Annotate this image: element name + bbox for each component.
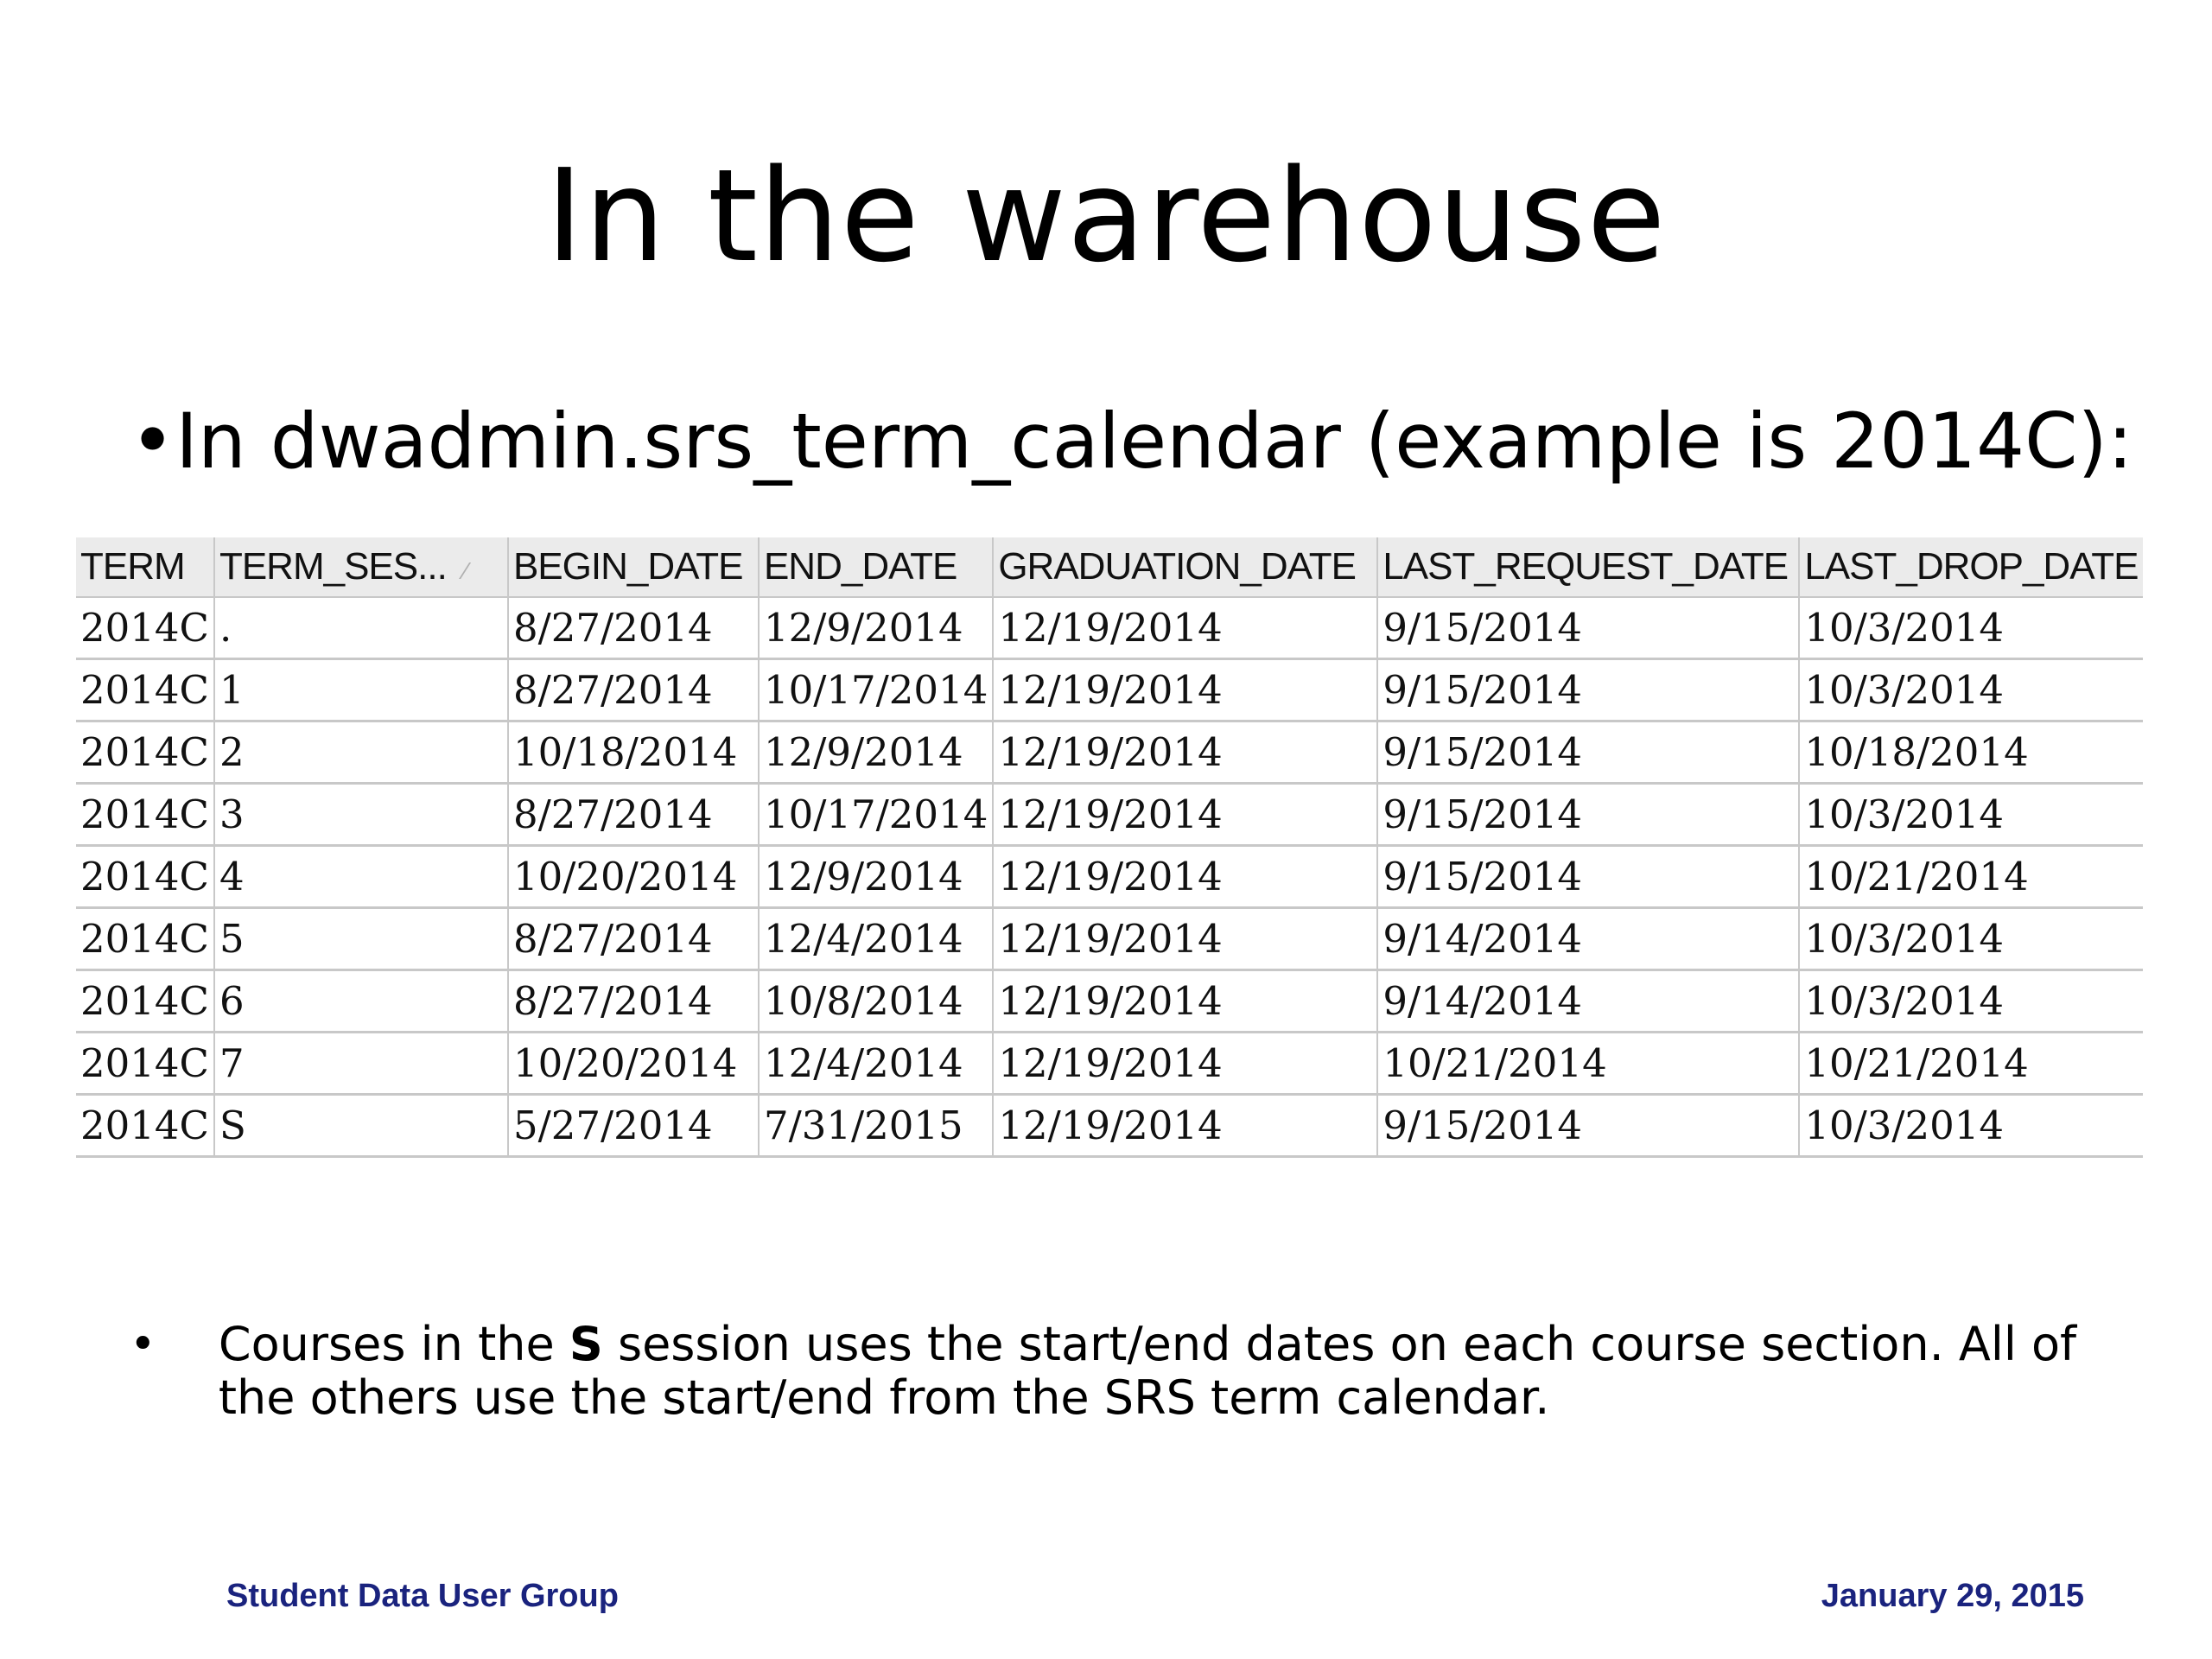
- table-cell: 9/15/2014: [1377, 784, 1799, 846]
- table-cell: 12/19/2014: [993, 908, 1377, 970]
- table-row: [76, 784, 2143, 846]
- table-cell: 3: [214, 784, 508, 846]
- table-cell: 7: [214, 1033, 508, 1095]
- table-cell: 12/19/2014: [993, 784, 1377, 846]
- table-cell: 12/19/2014: [993, 721, 1377, 784]
- table-body: [76, 597, 2143, 1157]
- table-cell: 10/21/2014: [1799, 846, 2142, 908]
- bullet-point-1: [130, 393, 2133, 490]
- table-cell: 10/21/2014: [1377, 1033, 1799, 1095]
- table-cell: 2014C: [76, 597, 214, 659]
- table-cell: 9/14/2014: [1377, 970, 1799, 1033]
- table-row: [76, 908, 2143, 970]
- table-cell: 6: [214, 970, 508, 1033]
- table-cell: 5/27/2014: [508, 1095, 759, 1157]
- table-cell: 10/3/2014: [1799, 1095, 2142, 1157]
- table-row: [76, 1033, 2143, 1095]
- bullet-2-text: Courses in the S session uses the start/end dates on each course section. All of the others use the start/end from the SRS term calendar.: [218, 1317, 2077, 1425]
- table-cell: 12/19/2014: [993, 1033, 1377, 1095]
- footer-date: January 29, 2015: [1821, 1578, 2084, 1614]
- table-cell: 12/4/2014: [759, 908, 993, 970]
- table-row: [76, 659, 2143, 721]
- table-cell: 10/18/2014: [1799, 721, 2142, 784]
- table-cell: 12/9/2014: [759, 597, 993, 659]
- table-cell: 10/3/2014: [1799, 597, 2142, 659]
- table-cell: 2014C: [76, 970, 214, 1033]
- table-header-row: [76, 537, 2143, 597]
- table-row: [76, 970, 2143, 1033]
- table-row: [76, 1095, 2143, 1157]
- column-header-begin-date[interactable]: BEGIN_DATE: [508, 537, 759, 597]
- table-cell: 10/21/2014: [1799, 1033, 2142, 1095]
- table-cell: 12/19/2014: [993, 597, 1377, 659]
- table-row: [76, 846, 2143, 908]
- table-cell: 2014C: [76, 908, 214, 970]
- table-cell: 10/3/2014: [1799, 784, 2142, 846]
- table-cell: 7/31/2015: [759, 1095, 993, 1157]
- table-cell: .: [214, 597, 508, 659]
- term-calendar-table: [76, 537, 2143, 1158]
- table-cell: 2014C: [76, 1095, 214, 1157]
- table-cell: 8/27/2014: [508, 908, 759, 970]
- table-cell: 8/27/2014: [508, 970, 759, 1033]
- table-cell: 12/19/2014: [993, 846, 1377, 908]
- table-cell: 10/3/2014: [1799, 970, 2142, 1033]
- table-row: [76, 597, 2143, 659]
- column-header-last-drop-date[interactable]: LAST_DROP_DATE: [1799, 537, 2142, 597]
- table-cell: 1: [214, 659, 508, 721]
- table-cell: 8/27/2014: [508, 784, 759, 846]
- table-cell: 12/4/2014: [759, 1033, 993, 1095]
- table-cell: 10/3/2014: [1799, 659, 2142, 721]
- session-s-emphasis: S: [569, 1317, 603, 1371]
- column-header-term[interactable]: TERM: [76, 537, 214, 597]
- sort-ascending-icon: ⁄: [463, 557, 467, 584]
- table-cell: 12/19/2014: [993, 970, 1377, 1033]
- column-header-end-date[interactable]: END_DATE: [759, 537, 993, 597]
- term-calendar-table-container: [76, 537, 2143, 1158]
- table-cell: 10/3/2014: [1799, 908, 2142, 970]
- table-cell: 2014C: [76, 659, 214, 721]
- bullet-point-2: [130, 1318, 2117, 1425]
- table-row: [76, 721, 2143, 784]
- bullet-icon: •: [130, 396, 176, 486]
- table-cell: 9/15/2014: [1377, 846, 1799, 908]
- table-cell: 4: [214, 846, 508, 908]
- table-cell: 9/15/2014: [1377, 721, 1799, 784]
- footer-organization: Student Data User Group: [226, 1578, 619, 1614]
- slide-title: In the warehouse: [545, 142, 1667, 290]
- table-cell: 9/15/2014: [1377, 1095, 1799, 1157]
- table-cell: 2: [214, 721, 508, 784]
- table-cell: S: [214, 1095, 508, 1157]
- table-cell: 10/20/2014: [508, 1033, 759, 1095]
- table-cell: 9/14/2014: [1377, 908, 1799, 970]
- table-cell: 12/9/2014: [759, 846, 993, 908]
- table-cell: 10/8/2014: [759, 970, 993, 1033]
- table-cell: 12/19/2014: [993, 659, 1377, 721]
- table-cell: 8/27/2014: [508, 659, 759, 721]
- bullet-icon: •: [130, 1319, 156, 1370]
- bullet-1-text: In dwadmin.srs_term_calendar (example is 2014C):: [175, 397, 2133, 486]
- table-cell: 2014C: [76, 1033, 214, 1095]
- table-cell: 12/9/2014: [759, 721, 993, 784]
- column-header-term-session[interactable]: TERM_SES... ⁄: [214, 537, 508, 597]
- column-header-last-request-date[interactable]: LAST_REQUEST_DATE: [1377, 537, 1799, 597]
- table-cell: 5: [214, 908, 508, 970]
- table-cell: 9/15/2014: [1377, 597, 1799, 659]
- table-cell: 10/17/2014: [759, 659, 993, 721]
- table-cell: 2014C: [76, 721, 214, 784]
- table-cell: 9/15/2014: [1377, 659, 1799, 721]
- table-cell: 8/27/2014: [508, 597, 759, 659]
- table-cell: 2014C: [76, 846, 214, 908]
- table-cell: 10/18/2014: [508, 721, 759, 784]
- table-cell: 2014C: [76, 784, 214, 846]
- table-cell: 12/19/2014: [993, 1095, 1377, 1157]
- column-header-graduation-date[interactable]: GRADUATION_DATE: [993, 537, 1377, 597]
- table-cell: 10/17/2014: [759, 784, 993, 846]
- table-cell: 10/20/2014: [508, 846, 759, 908]
